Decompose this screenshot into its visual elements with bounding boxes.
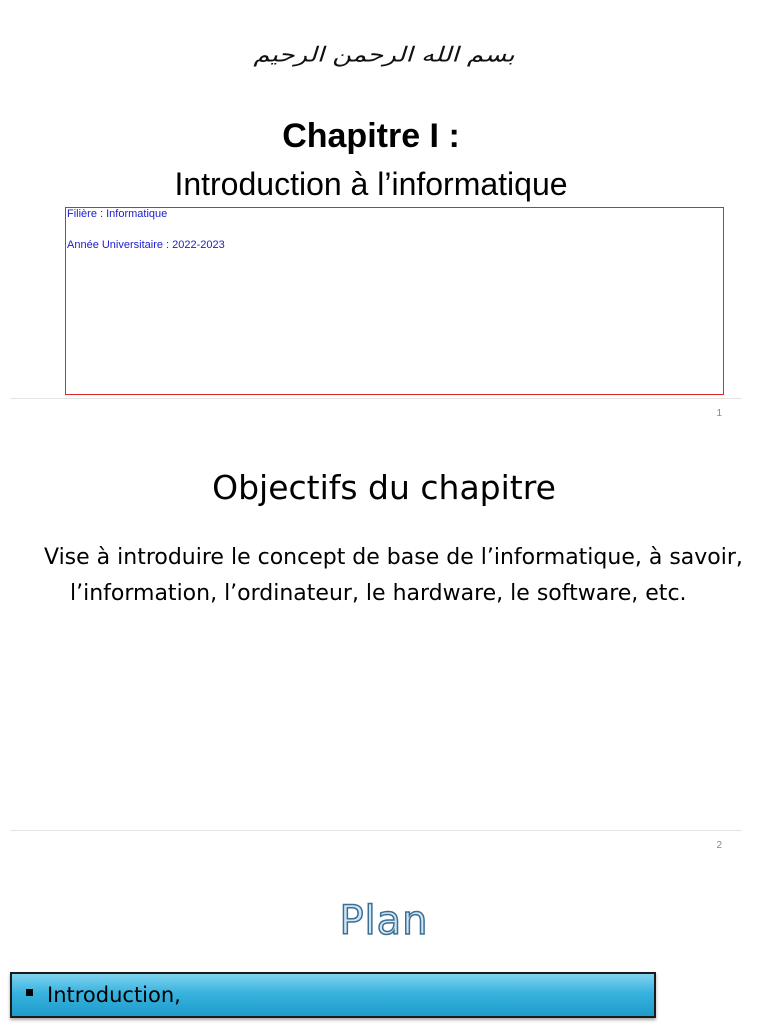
plan-item-introduction: [10, 972, 656, 1018]
chapter-title: Chapitre I :: [282, 117, 460, 155]
chapter-subtitle: Introduction à l’informatique: [174, 166, 568, 202]
objectives-body: Vise à introduire le concept de base de l’informatique, à savoir, l’information, l’ordinateur, le hardware, le software, etc.: [44, 545, 743, 606]
annee-text: Année Universitaire : 2022-2023: [67, 239, 225, 251]
page-number-2: 2: [716, 840, 722, 851]
plan-item-label: Introduction,: [47, 983, 181, 1007]
filiere-text: Filière : Informatique: [67, 208, 168, 220]
info-box: [65, 207, 724, 395]
slide-separator: [10, 830, 742, 831]
slide-1: [0, 0, 768, 398]
page-number-1: 1: [716, 408, 722, 419]
slide-separator: [10, 398, 742, 399]
square-bullet-icon: [26, 989, 33, 996]
objectives-title: Objectifs du chapitre: [212, 468, 556, 507]
bismillah-calligraphy: بسم الله الرحمن الرحيم: [253, 43, 515, 67]
plan-title: Plan: [339, 898, 429, 944]
